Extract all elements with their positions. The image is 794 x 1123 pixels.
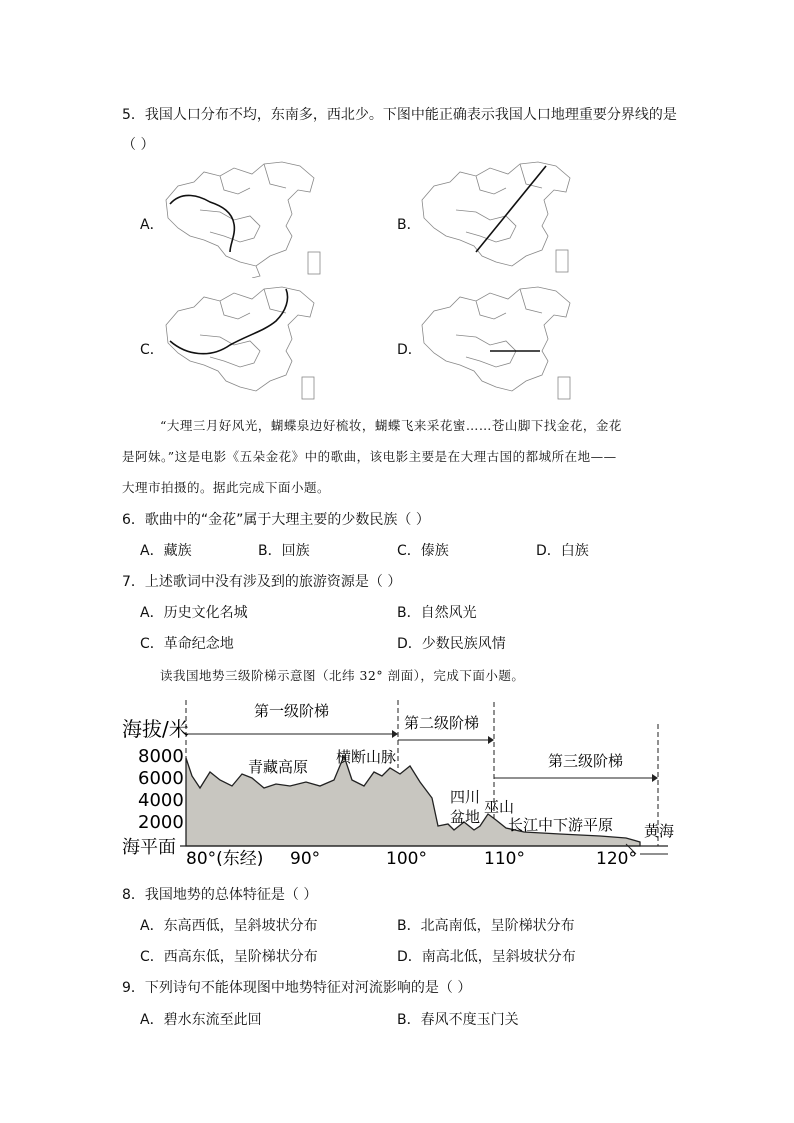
q7-option-a[interactable]: A．历史文化名城 <box>140 605 248 621</box>
q7-option-c[interactable]: C．革命纪念地 <box>140 636 234 652</box>
passage-line-1: “大理三月好风光，蝴蝶泉边好梳妆，蝴蝶飞来采花蜜……苍山脚下找金花，金花 <box>160 418 622 433</box>
q6-option-b[interactable]: B．回族 <box>258 543 310 559</box>
q6-option-c[interactable]: C．傣族 <box>397 543 449 559</box>
divide-line-c <box>170 289 288 354</box>
q5-option-d[interactable]: D． <box>397 342 422 358</box>
y-tick-6000: 6000 <box>138 768 184 789</box>
y-tick-2000: 2000 <box>138 812 184 833</box>
q9-stem: 9．下列诗句不能体现图中地势特征对河流影响的是（ ） <box>122 980 472 996</box>
step-1-label: 第一级阶梯 <box>254 702 330 720</box>
q5-option-b[interactable]: B． <box>397 217 421 233</box>
q6-option-d[interactable]: D．白族 <box>536 543 589 559</box>
passage-line-3: 大理市拍摄的。据此完成下面小题。 <box>122 480 331 495</box>
passage-line-2: 是阿妹。”这是电影《五朵金花》中的歌曲，该电影主要是在大理古国的都城所在地—— <box>122 449 617 464</box>
feature-sichuan: 四川 <box>450 788 481 806</box>
q8-option-d[interactable]: D．南高北低，呈斜坡状分布 <box>397 949 576 965</box>
china-map-b <box>416 160 586 278</box>
q8-option-c[interactable]: C．西高东低，呈阶梯状分布 <box>140 949 318 965</box>
sea-level-label: 海平面 <box>122 837 176 858</box>
feature-wushan: 巫山 <box>484 798 515 816</box>
q8-option-b[interactable]: B．北高南低，呈阶梯状分布 <box>397 918 575 934</box>
q7-option-d[interactable]: D．少数民族风情 <box>397 636 506 652</box>
q8-stem: 8．我国地势的总体特征是（ ） <box>122 887 318 903</box>
q5-stem: 5．我国人口分布不均，东南多，西北少。下图中能正确表示我国人口地理重要分界线的是 <box>122 107 677 123</box>
feature-qinghai-tibet: 青藏高原 <box>248 758 309 776</box>
feature-yangtze-plain: 长江中下游平原 <box>508 816 614 834</box>
q8-option-a[interactable]: A．东高西低，呈斜坡状分布 <box>140 918 318 934</box>
divide-line-b <box>476 166 546 252</box>
y-axis-label: 海拔/米 <box>122 717 189 741</box>
terrain-profile-diagram <box>120 696 680 866</box>
china-map-c <box>160 285 330 403</box>
china-map-d <box>416 285 586 403</box>
q7-option-b[interactable]: B．自然风光 <box>397 605 477 621</box>
feature-hengduan: 横断山脉 <box>336 748 397 766</box>
q7-stem: 7．上述歌词中没有涉及到的旅游资源是（ ） <box>122 574 402 590</box>
y-tick-8000: 8000 <box>138 746 184 767</box>
divide-line-a <box>170 195 234 252</box>
q9-option-a[interactable]: A．碧水东流至此回 <box>140 1012 262 1028</box>
q6-stem: 6．歌曲中的“金花”属于大理主要的少数民族（ ） <box>122 512 430 528</box>
feature-yellow-sea: 黄海 <box>644 822 675 840</box>
q5-option-a[interactable]: A． <box>140 217 164 233</box>
q5-paren: （ ） <box>122 137 155 153</box>
step-2-label: 第二级阶梯 <box>404 714 480 732</box>
y-tick-4000: 4000 <box>138 790 184 811</box>
q9-option-b[interactable]: B．春风不度玉门关 <box>397 1012 519 1028</box>
q6-option-a[interactable]: A．藏族 <box>140 543 192 559</box>
x-tick-90: 90° <box>290 849 321 866</box>
x-tick-80: 80°(东经) <box>186 849 264 866</box>
x-tick-110: 110° <box>484 849 525 866</box>
x-tick-100: 100° <box>386 849 427 866</box>
feature-basin: 盆地 <box>450 808 481 826</box>
diagram-intro: 读我国地势三级阶梯示意图（北纬 32° 剖面），完成下面小题。 <box>160 668 525 683</box>
step-3-label: 第三级阶梯 <box>548 752 624 770</box>
x-tick-120: 120° <box>596 849 637 866</box>
q5-option-c[interactable]: C． <box>140 342 164 358</box>
china-map-a <box>160 160 330 278</box>
